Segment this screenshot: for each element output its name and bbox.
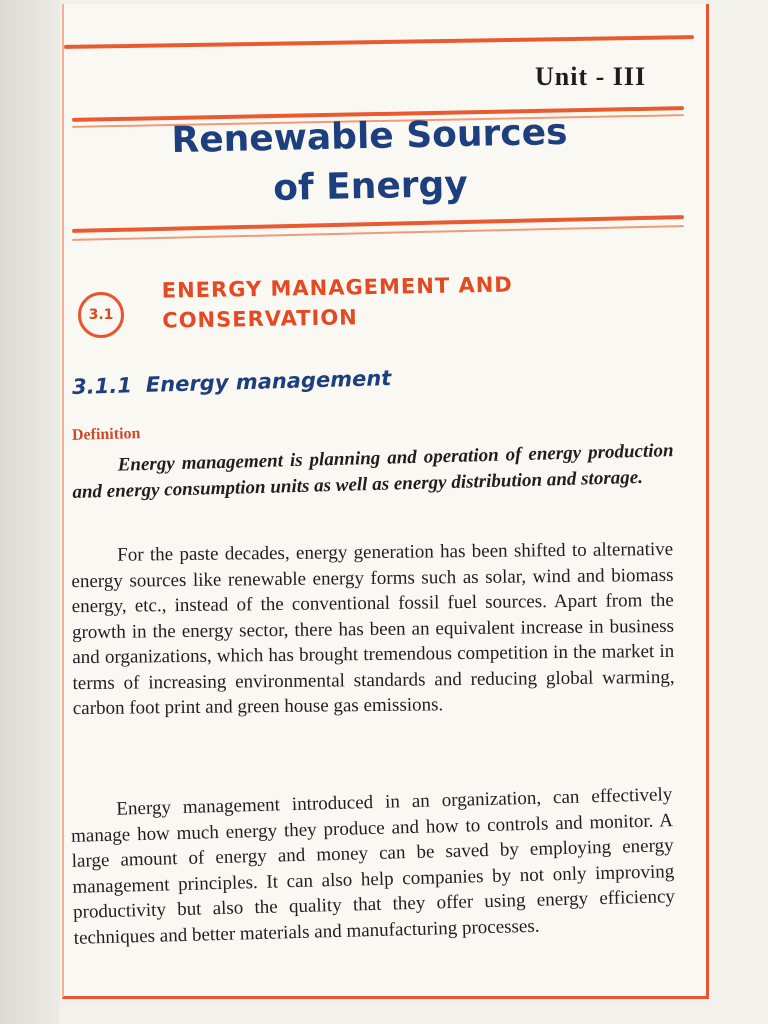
page-gutter-shadow — [0, 0, 60, 1024]
definition-text: Energy management is planning and operation of energy production and energy consumption units as well as energy distribution and storage. — [72, 440, 674, 503]
subsection-title: Energy management — [145, 366, 392, 397]
subsection-number: 3.1.1 — [71, 373, 133, 399]
chapter-title-line-2: of Energy — [272, 163, 469, 210]
unit-label: Unit - III — [535, 62, 647, 91]
section-title: ENERGY MANAGEMENT AND CONSERVATION — [161, 272, 513, 333]
chapter-title — [129, 107, 611, 217]
chapter-title-line-1: Renewable Sources — [171, 111, 568, 162]
section-number-badge: 3.1 — [78, 292, 124, 338]
body-paragraph-2: Energy management introduced in an organization, can effectively manage how much energy they produce and how to controls and monitor. A large amount of energy and money can be saved by employing energy management principles. It can also help companies by not only improving productivity but also the quality that they offer using energy efficiency techniques and better materials and manufacturing processes. — [70, 784, 676, 949]
body-paragraph-1: For the paste decades, energy generation has been shifted to alternative energy sources like renewable energy forms such as solar, wind and biomass energy, etc., instead of the conventional fossil fuel sources. Apart from the growth in the energy sector, there has been an equivalent increase in business and organizations, which has brought tremendous competition in the market in terms of increasing environmental standards and reducing global warming, carbon foot print and green house gas emissions. — [71, 538, 675, 720]
definition-label: Definition — [71, 425, 141, 444]
